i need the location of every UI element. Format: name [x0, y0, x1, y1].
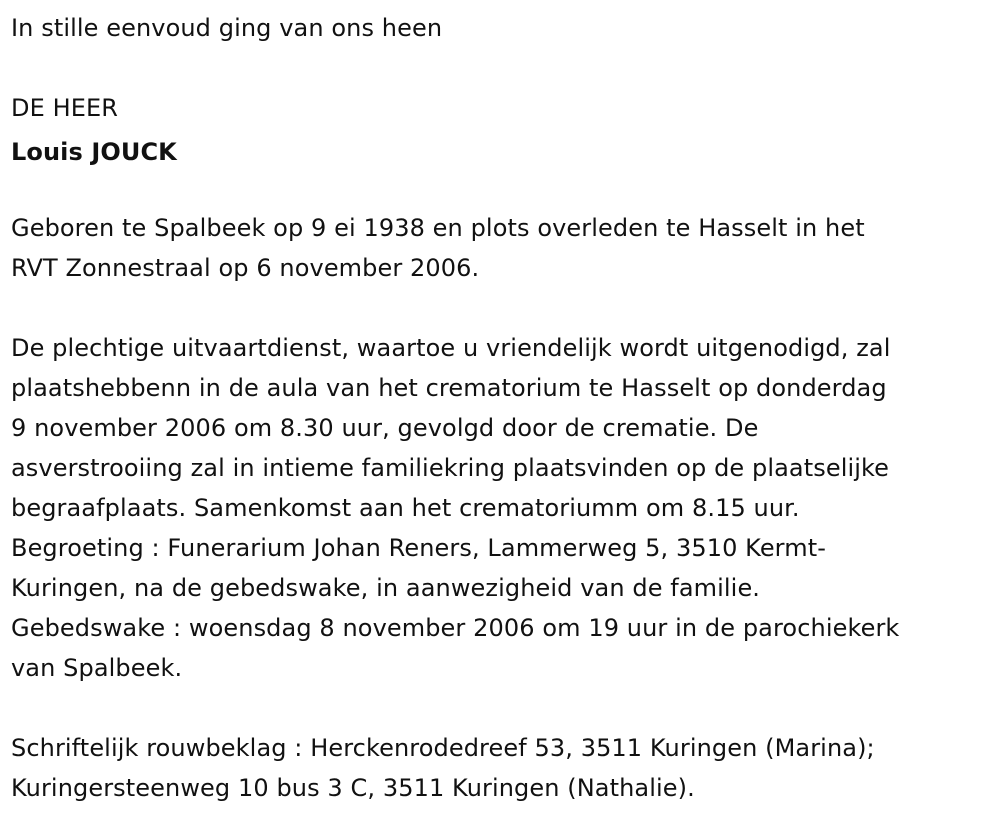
paragraph-line: Kuringersteenweg 10 bus 3 C, 3511 Kuringen (Nathalie). — [11, 774, 695, 802]
paragraph-line: Kuringen, na de gebedswake, in aanwezigheid van de familie. — [11, 574, 761, 602]
intro-text: In stille eenvoud ging van ons heen — [11, 14, 443, 42]
spacer — [11, 176, 996, 208]
spacer — [11, 688, 996, 728]
paragraph-line: Schriftelijk rouwbeklag : Herckenrodedreef 53, 3511 Kuringen (Marina); — [11, 734, 875, 762]
birth-death-paragraph — [11, 208, 996, 288]
condolences-paragraph — [11, 728, 996, 808]
paragraph-line: begraafplaats. Samenkomst aan het crematoriumm om 8.15 uur. — [11, 494, 800, 522]
paragraph-line: Geboren te Spalbeek op 9 ei 1938 en plots overleden te Hasselt in het — [11, 214, 865, 242]
honorific-title: DE HEER — [11, 94, 119, 122]
paragraph-line: asverstrooiing zal in intieme familiekring plaatsvinden op de plaatselijke — [11, 454, 890, 482]
paragraph-line: 9 november 2006 om 8.30 uur, gevolgd door de crematie. De — [11, 414, 759, 442]
paragraph-line: RVT Zonnestraal op 6 november 2006. — [11, 254, 480, 282]
spacer — [11, 48, 996, 88]
death-notice — [11, 8, 996, 808]
paragraph-line: plaatshebbenn in de aula van het crematorium te Hasselt op donderdag — [11, 374, 887, 402]
deceased-name: Louis JOUCK — [11, 138, 177, 166]
paragraph-line: De plechtige uitvaartdienst, waartoe u vriendelijk wordt uitgenodigd, zal — [11, 334, 891, 362]
paragraph-line: Gebedswake : woensdag 8 november 2006 om 19 uur in de parochiekerk — [11, 614, 900, 642]
paragraph-line: Begroeting : Funerarium Johan Reners, Lammerweg 5, 3510 Kermt- — [11, 534, 826, 562]
funeral-service-paragraph — [11, 328, 996, 688]
paragraph-line: van Spalbeek. — [11, 654, 183, 682]
spacer — [11, 288, 996, 328]
